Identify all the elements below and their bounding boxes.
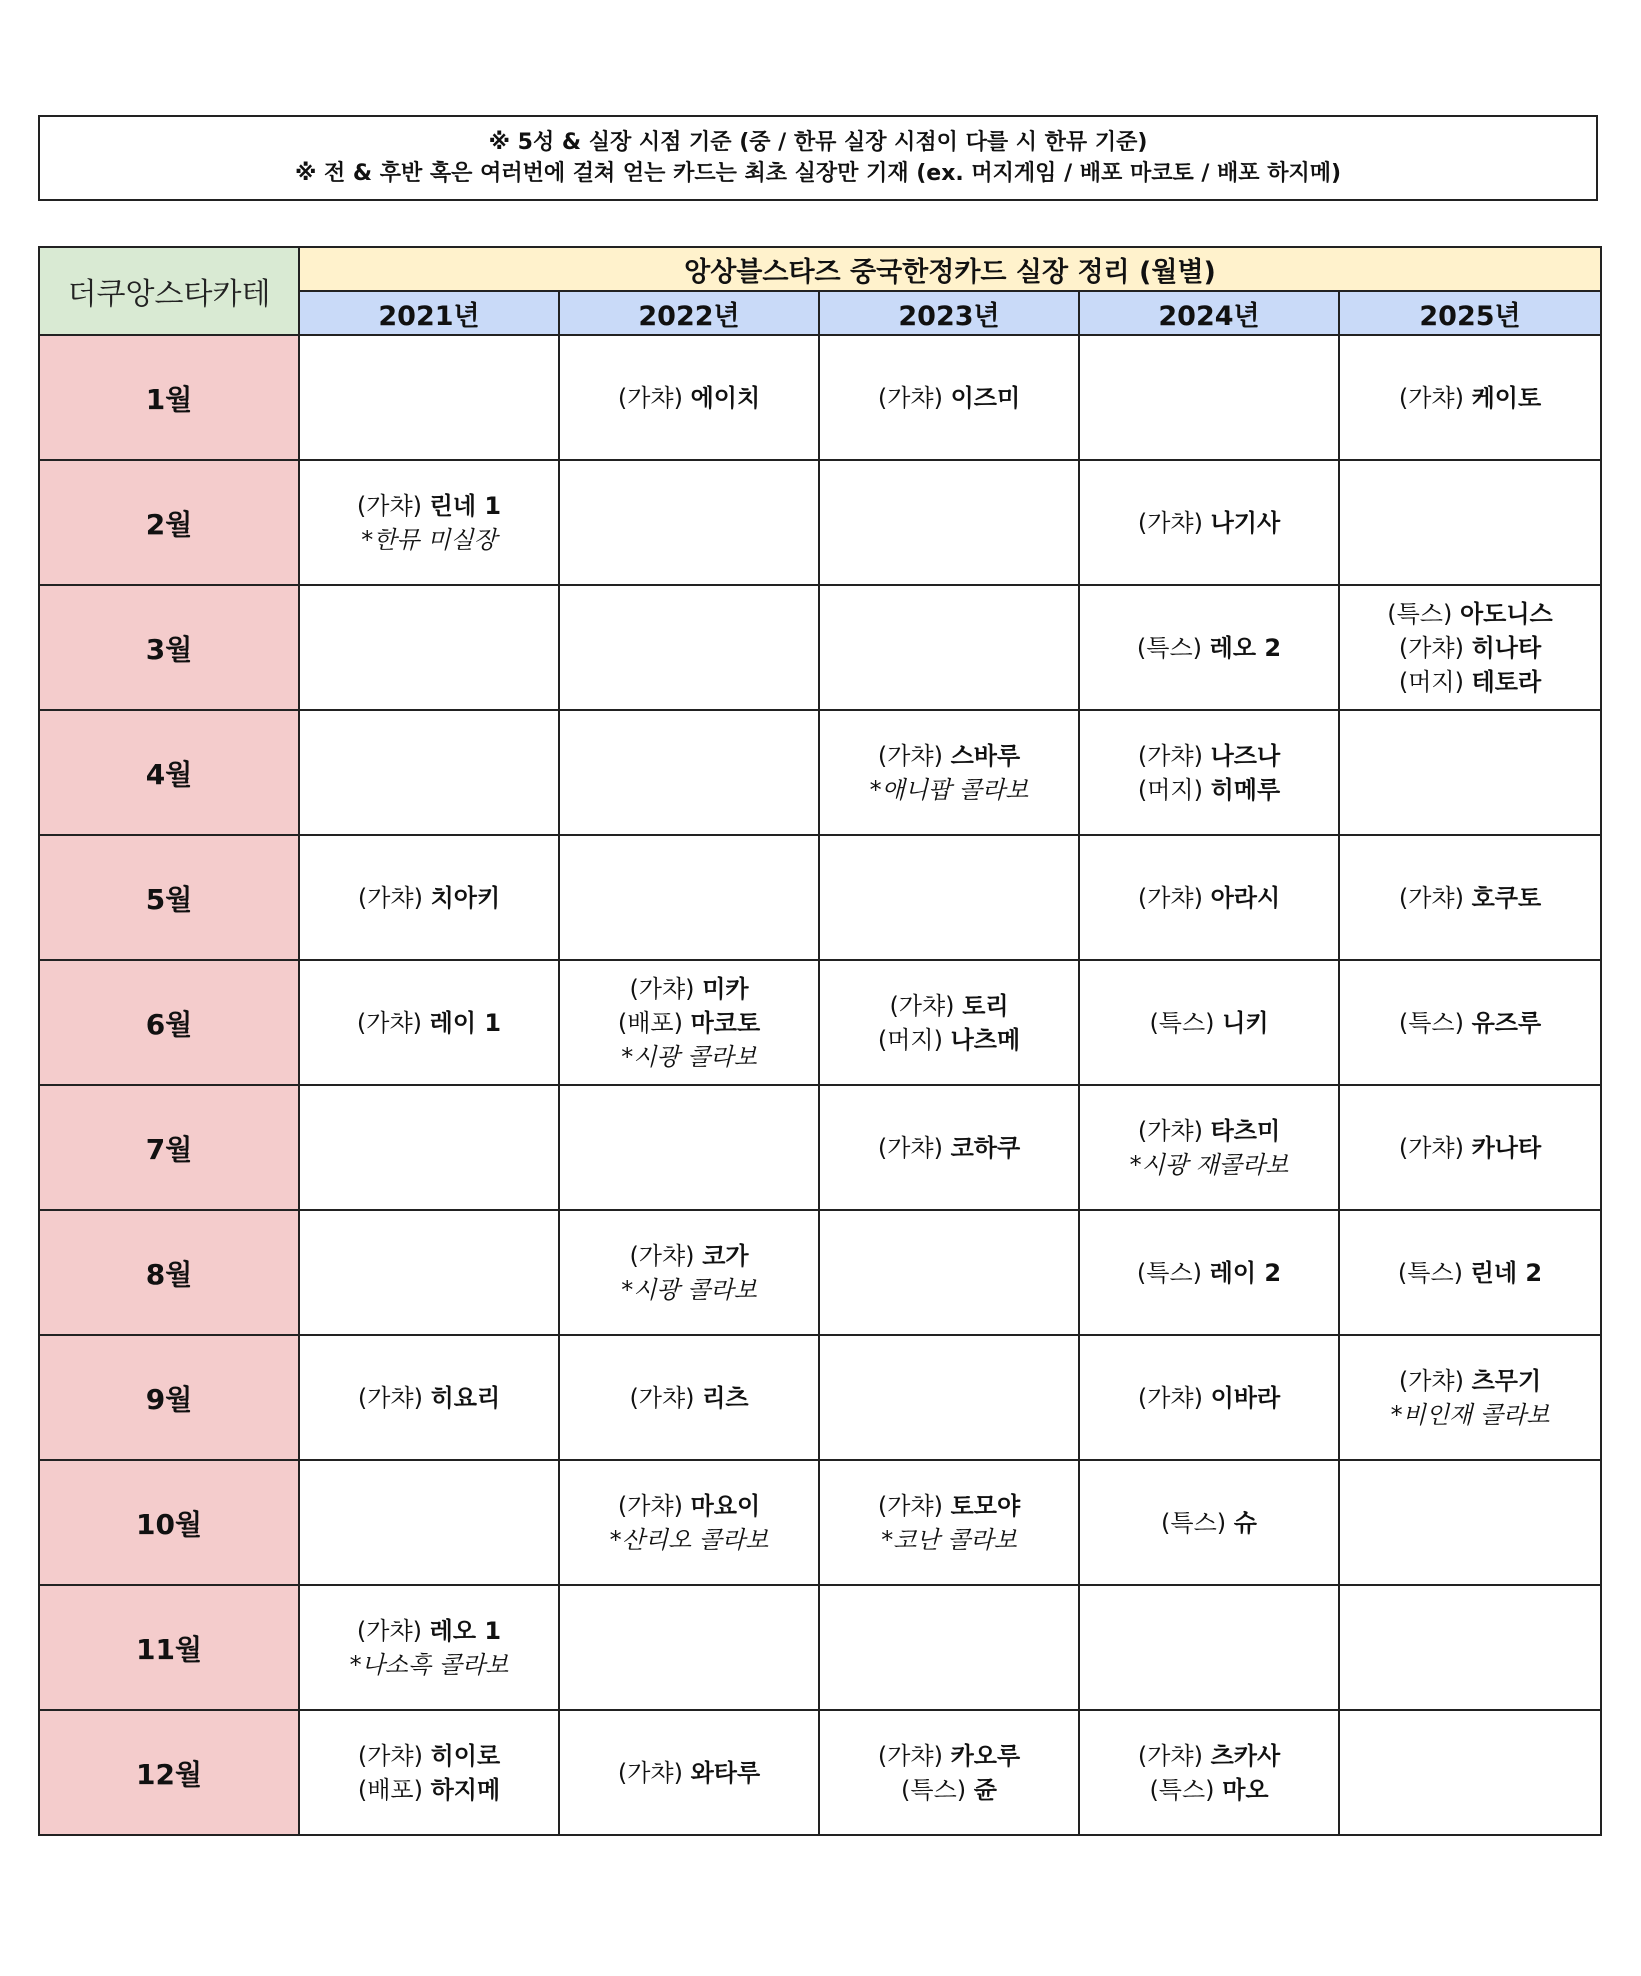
character-name: 니키 [1222, 1008, 1269, 1037]
release-type-label: (가챠) [356, 491, 423, 520]
table-row [39, 585, 1601, 710]
schedule-cell [559, 460, 819, 585]
month-label: 9월 [39, 1335, 299, 1460]
corner-label: 더쿠앙스타카테 [39, 247, 299, 335]
release-type-label: (배포) [357, 1775, 423, 1804]
release-type-label: (가챠) [877, 741, 943, 770]
schedule-cell [1339, 1335, 1601, 1460]
schedule-cell [1079, 1585, 1339, 1710]
card-entry [1080, 1773, 1338, 1807]
schedule-cell [299, 460, 559, 585]
release-type-label: (가챠) [617, 1491, 683, 1520]
character-name: 린네 1 [429, 491, 502, 520]
character-name: 나츠메 [950, 1025, 1021, 1054]
character-name: 치아키 [430, 883, 501, 912]
release-type-label: (가챠) [357, 1383, 423, 1412]
schedule-cell [1339, 1585, 1601, 1710]
card-entry [300, 1773, 558, 1807]
release-type-label: (가챠) [1137, 1383, 1203, 1412]
schedule-cell [1079, 460, 1339, 585]
release-type-label: (특스) [1397, 1258, 1464, 1287]
collab-note: *애니팝 콜라보 [869, 775, 1029, 804]
character-name: 이즈미 [950, 383, 1021, 412]
character-name: 코하쿠 [950, 1133, 1021, 1162]
note-line-1: ※ 5성 & 실장 시점 기준 (중 / 한뮤 실장 시점이 다를 시 한뮤 기준) [488, 130, 1148, 155]
card-entry [1340, 597, 1600, 631]
release-type-label: (가챠) [629, 974, 695, 1003]
schedule-cell [559, 1585, 819, 1710]
card-entry [300, 881, 558, 915]
card-entry [1340, 381, 1600, 415]
character-name: 케이토 [1471, 383, 1542, 412]
character-name: 하지메 [430, 1775, 501, 1804]
schedule-cell [559, 1210, 819, 1335]
release-schedule-table [38, 246, 1602, 1836]
note-line-2: ※ 전 & 후반 혹은 여러번에 걸쳐 얻는 카드는 최초 실장만 기재 (ex. 머지게임 / 배포 마코토 / 배포 하지메) [294, 161, 1342, 186]
schedule-cell [1079, 1710, 1339, 1835]
card-entry [1080, 1256, 1338, 1290]
release-type-label: (가챠) [877, 383, 943, 412]
release-type-label: (가챠) [877, 1133, 943, 1162]
card-entry [820, 989, 1078, 1023]
schedule-cell [559, 1335, 819, 1460]
card-entry [1080, 1506, 1338, 1540]
card-entry [1340, 1006, 1600, 1040]
release-type-label: (가챠) [617, 1758, 683, 1787]
schedule-cell [559, 585, 819, 710]
collab-note: *나소흑 콜라보 [349, 1650, 509, 1679]
release-type-label: (가챠) [356, 1616, 423, 1645]
release-type-label: (특스) [1136, 1258, 1203, 1287]
card-entry [1080, 1006, 1338, 1040]
schedule-cell [1339, 1210, 1601, 1335]
card-entry [300, 1614, 558, 1648]
card-entry [1080, 739, 1338, 773]
card-entry [820, 1773, 1078, 1807]
schedule-cell [819, 1710, 1079, 1835]
schedule-cell [1339, 710, 1601, 835]
schedule-cell [1079, 1210, 1339, 1335]
month-label: 6월 [39, 960, 299, 1085]
card-entry [300, 1381, 558, 1415]
schedule-cell [299, 1585, 559, 1710]
release-type-label: (가챠) [1137, 883, 1203, 912]
schedule-cell [299, 960, 559, 1085]
table-row [39, 835, 1601, 960]
character-name: 히요리 [430, 1383, 501, 1412]
character-name: 츠카사 [1210, 1741, 1281, 1770]
character-name: 레이 1 [429, 1008, 502, 1037]
release-type-label: (가챠) [1137, 741, 1203, 770]
card-entry [1080, 506, 1338, 540]
release-type-label: (배포) [617, 1008, 683, 1037]
schedule-cell [559, 960, 819, 1085]
card-entry [560, 1006, 818, 1040]
month-label: 4월 [39, 710, 299, 835]
release-type-label: (가챠) [1398, 1133, 1464, 1162]
release-type-label: (가챠) [877, 1491, 943, 1520]
release-type-label: (특스) [1387, 599, 1453, 628]
character-name: 아라시 [1210, 883, 1281, 912]
character-name: 슈 [1233, 1508, 1257, 1537]
schedule-cell [299, 835, 559, 960]
table-row [39, 960, 1601, 1085]
month-label: 2월 [39, 460, 299, 585]
release-type-label: (가챠) [629, 1383, 695, 1412]
character-name: 나즈나 [1210, 741, 1281, 770]
schedule-cell [1339, 835, 1601, 960]
month-label: 7월 [39, 1085, 299, 1210]
release-type-label: (가챠) [877, 1741, 943, 1770]
release-type-label: (가챠) [1137, 508, 1203, 537]
schedule-cell [819, 460, 1079, 585]
collab-note: *시광 재콜라보 [1129, 1150, 1289, 1179]
table-row [39, 1335, 1601, 1460]
card-entry [560, 1756, 818, 1790]
character-name: 히나타 [1471, 633, 1542, 662]
character-name: 코가 [702, 1241, 749, 1270]
character-name: 레오 1 [429, 1616, 502, 1645]
schedule-cell [1079, 835, 1339, 960]
table-row [39, 1460, 1601, 1585]
schedule-cell [559, 335, 819, 460]
schedule-cell [819, 710, 1079, 835]
character-name: 토리 [962, 991, 1009, 1020]
card-entry [1340, 665, 1600, 699]
collab-note: *비인재 콜라보 [1390, 1400, 1550, 1429]
schedule-cell [559, 710, 819, 835]
collab-note: *시광 콜라보 [621, 1042, 757, 1071]
release-type-label: (가챠) [889, 991, 955, 1020]
schedule-cell [1079, 1085, 1339, 1210]
table-title: 앙상블스타즈 중국한정카드 실장 정리 (월별) [299, 247, 1601, 291]
release-type-label: (머지) [1398, 667, 1464, 696]
schedule-cell [299, 1210, 559, 1335]
schedule-cell [559, 835, 819, 960]
character-name: 나기사 [1210, 508, 1281, 537]
character-name: 아도니스 [1460, 599, 1553, 628]
collab-note: *산리오 콜라보 [609, 1525, 769, 1554]
table-row [39, 1710, 1601, 1835]
release-type-label: (가챠) [356, 1008, 423, 1037]
schedule-cell [1079, 335, 1339, 460]
card-entry [1080, 1739, 1338, 1773]
schedule-cell [1079, 585, 1339, 710]
card-entry [560, 972, 818, 1006]
schedule-cell [299, 1710, 559, 1835]
schedule-cell [819, 585, 1079, 710]
character-name: 레오 2 [1209, 633, 1282, 662]
release-type-label: (특스) [1398, 1008, 1464, 1037]
card-entry [1340, 631, 1600, 665]
schedule-cell [1339, 1460, 1601, 1585]
schedule-cell [299, 335, 559, 460]
month-label: 11월 [39, 1585, 299, 1710]
character-name: 히이로 [430, 1741, 501, 1770]
collab-note: *코난 콜라보 [881, 1525, 1017, 1554]
month-label: 3월 [39, 585, 299, 710]
release-type-label: (특스) [1149, 1775, 1215, 1804]
character-name: 마요이 [690, 1491, 761, 1520]
schedule-cell [1079, 1335, 1339, 1460]
character-name: 와타루 [690, 1758, 761, 1787]
month-label: 5월 [39, 835, 299, 960]
character-name: 쥰 [973, 1775, 997, 1804]
schedule-cell [819, 1335, 1079, 1460]
table-row [39, 1585, 1601, 1710]
character-name: 카오루 [950, 1741, 1021, 1770]
schedule-cell [1339, 460, 1601, 585]
schedule-cell [819, 1585, 1079, 1710]
card-entry [820, 1739, 1078, 1773]
card-entry [820, 1131, 1078, 1165]
month-label: 1월 [39, 335, 299, 460]
card-entry [1080, 773, 1338, 807]
card-entry [820, 1023, 1078, 1057]
schedule-cell [299, 710, 559, 835]
month-label: 8월 [39, 1210, 299, 1335]
release-type-label: (특스) [1136, 633, 1203, 662]
card-entry [820, 739, 1078, 773]
release-type-label: (가챠) [357, 883, 423, 912]
table-row [39, 710, 1601, 835]
character-name: 츠무기 [1471, 1366, 1542, 1395]
schedule-cell [819, 960, 1079, 1085]
card-entry [1340, 881, 1600, 915]
schedule-cell [559, 1460, 819, 1585]
character-name: 미카 [702, 974, 749, 1003]
schedule-cell [819, 1210, 1079, 1335]
table-body [39, 335, 1601, 1835]
character-name: 타츠미 [1210, 1116, 1281, 1145]
character-name: 히메루 [1210, 775, 1281, 804]
month-label: 12월 [39, 1710, 299, 1835]
collab-note: *한뮤 미실장 [361, 525, 497, 554]
card-entry [1340, 1131, 1600, 1165]
release-type-label: (머지) [877, 1025, 943, 1054]
release-type-label: (가챠) [1398, 1366, 1464, 1395]
release-type-label: (가챠) [1398, 383, 1464, 412]
card-entry [300, 1006, 558, 1040]
release-type-label: (특스) [1161, 1508, 1227, 1537]
release-type-label: (특스) [1149, 1008, 1215, 1037]
year-header: 2024년 [1079, 291, 1339, 335]
release-type-label: (특스) [901, 1775, 967, 1804]
character-name: 스바루 [950, 741, 1021, 770]
schedule-cell [1339, 335, 1601, 460]
notes-box [38, 115, 1598, 201]
table-row [39, 335, 1601, 460]
character-name: 린네 2 [1470, 1258, 1543, 1287]
release-type-label: (머지) [1137, 775, 1203, 804]
schedule-cell [819, 835, 1079, 960]
card-entry [560, 1239, 818, 1273]
schedule-cell [1079, 710, 1339, 835]
year-header: 2022년 [559, 291, 819, 335]
release-type-label: (가챠) [1137, 1741, 1203, 1770]
release-type-label: (가챠) [1398, 633, 1464, 662]
release-type-label: (가챠) [629, 1241, 695, 1270]
table-row [39, 460, 1601, 585]
schedule-cell [299, 1460, 559, 1585]
schedule-cell [819, 1460, 1079, 1585]
card-entry [1080, 881, 1338, 915]
schedule-cell [559, 1710, 819, 1835]
card-entry [1080, 631, 1338, 665]
table-row [39, 1085, 1601, 1210]
schedule-cell [1339, 1085, 1601, 1210]
character-name: 레이 2 [1209, 1258, 1282, 1287]
card-entry [820, 1489, 1078, 1523]
character-name: 에이치 [690, 383, 761, 412]
card-entry [300, 489, 558, 523]
character-name: 마오 [1222, 1775, 1269, 1804]
card-entry [1340, 1256, 1600, 1290]
schedule-cell [559, 1085, 819, 1210]
table-row [39, 1210, 1601, 1335]
schedule-cell [299, 1085, 559, 1210]
character-name: 토모야 [950, 1491, 1021, 1520]
schedule-cell [1339, 1710, 1601, 1835]
character-name: 호쿠토 [1471, 883, 1542, 912]
character-name: 마코토 [690, 1008, 761, 1037]
schedule-cell [1339, 960, 1601, 1085]
schedule-cell [1079, 960, 1339, 1085]
character-name: 테토라 [1471, 667, 1542, 696]
card-entry [560, 1489, 818, 1523]
schedule-cell [299, 585, 559, 710]
card-entry [1080, 1381, 1338, 1415]
card-entry [300, 1739, 558, 1773]
year-header: 2025년 [1339, 291, 1601, 335]
year-header: 2021년 [299, 291, 559, 335]
card-entry [820, 381, 1078, 415]
card-entry [1340, 1364, 1600, 1398]
release-type-label: (가챠) [357, 1741, 423, 1770]
character-name: 리츠 [702, 1383, 749, 1412]
month-label: 10월 [39, 1460, 299, 1585]
schedule-cell [1079, 1460, 1339, 1585]
schedule-cell [1339, 585, 1601, 710]
card-entry [560, 381, 818, 415]
collab-note: *시광 콜라보 [621, 1275, 757, 1304]
schedule-cell [819, 335, 1079, 460]
schedule-cell [819, 1085, 1079, 1210]
card-entry [560, 1381, 818, 1415]
release-type-label: (가챠) [617, 383, 683, 412]
release-type-label: (가챠) [1398, 883, 1464, 912]
character-name: 유즈루 [1471, 1008, 1542, 1037]
card-entry [1080, 1114, 1338, 1148]
schedule-cell [299, 1335, 559, 1460]
year-header: 2023년 [819, 291, 1079, 335]
character-name: 이바라 [1210, 1383, 1281, 1412]
character-name: 카나타 [1471, 1133, 1542, 1162]
release-type-label: (가챠) [1137, 1116, 1203, 1145]
